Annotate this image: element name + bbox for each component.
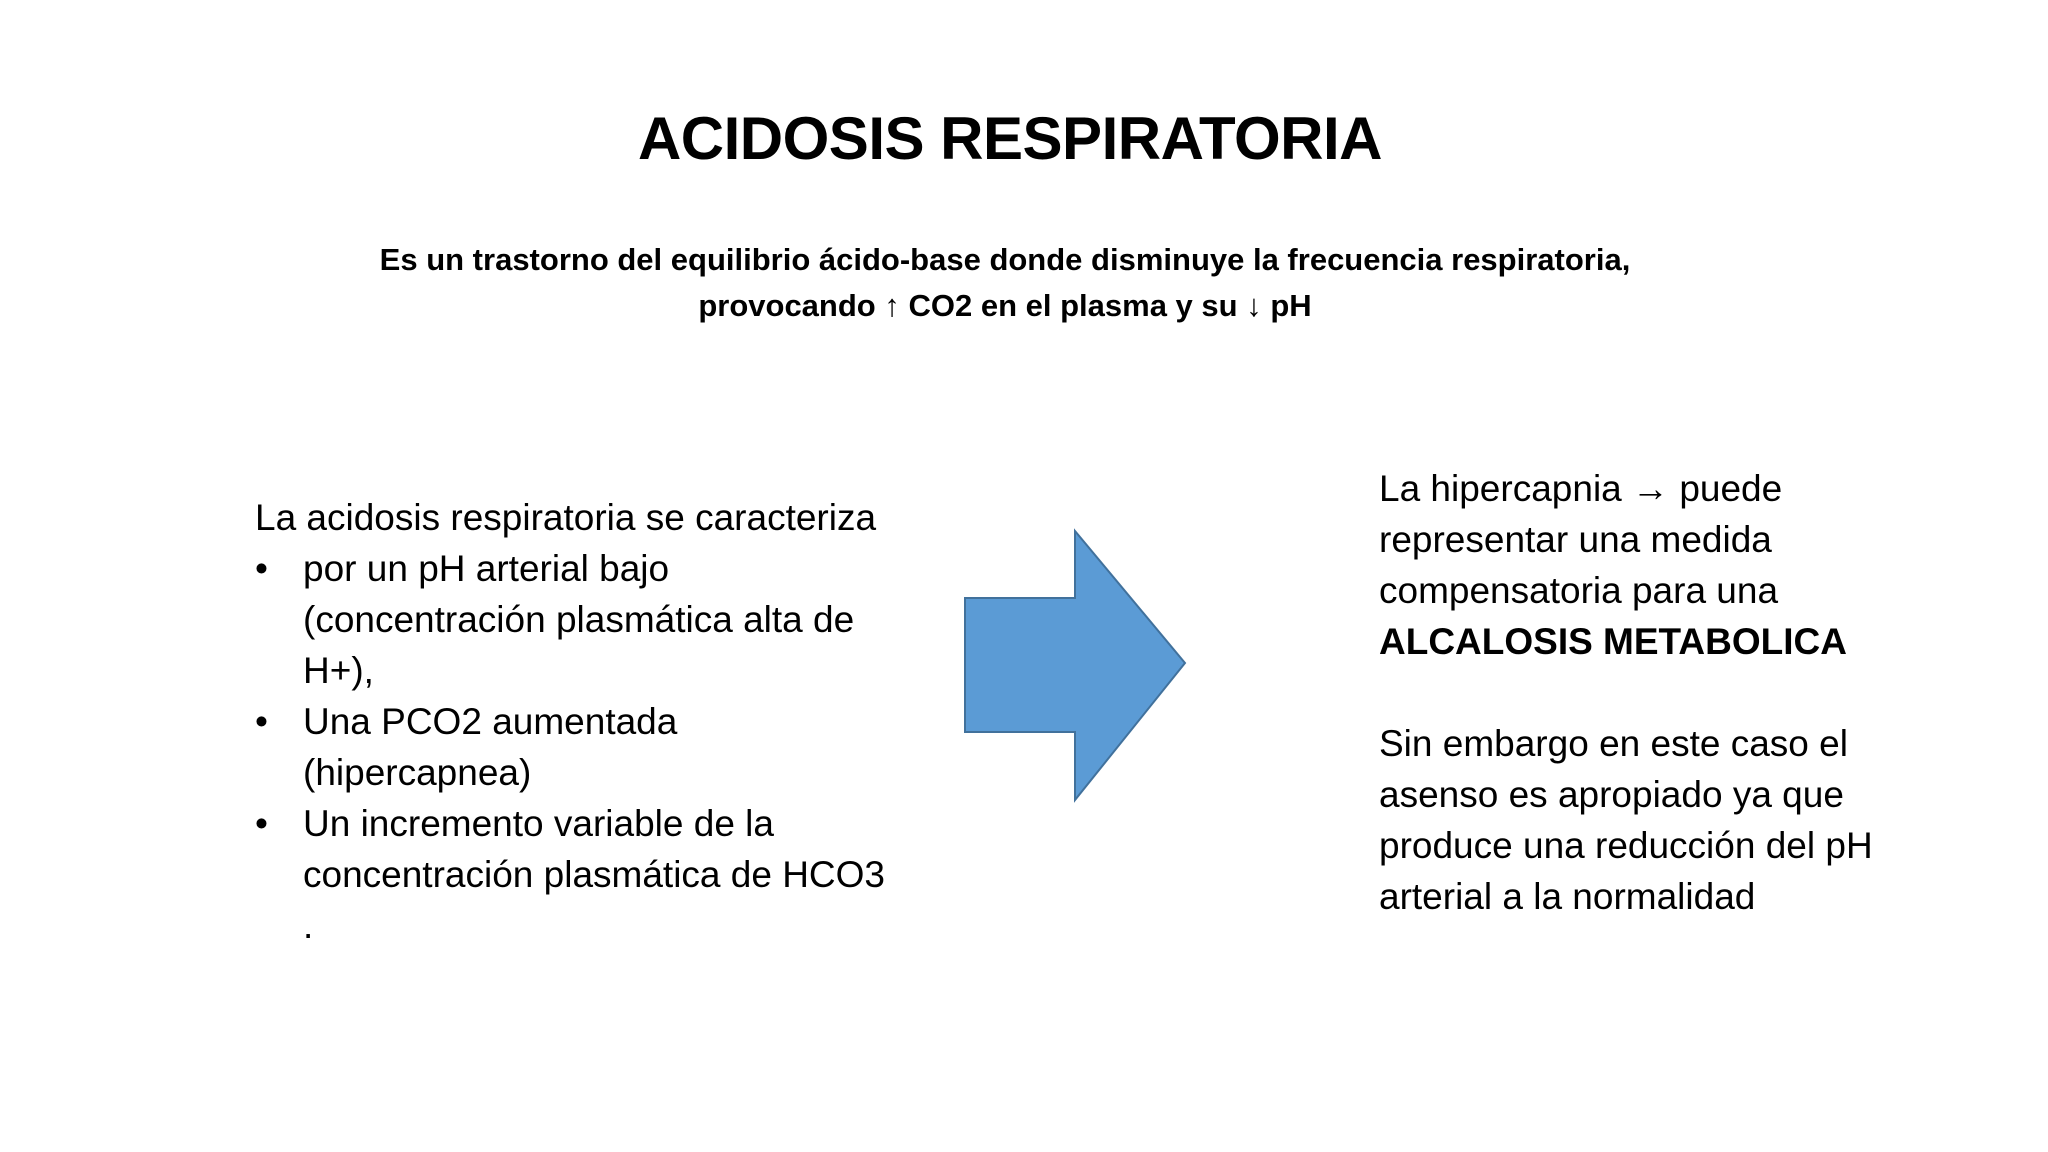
bullet-icon: • <box>255 803 268 844</box>
right-block-arrow-icon <box>960 528 1190 803</box>
definition-text <box>280 237 1730 329</box>
compensation-paragraph <box>1379 463 1939 667</box>
right-arrow-icon: → <box>1632 468 1670 509</box>
definition-prefix: provocando <box>698 288 876 323</box>
characteristics-intro: La acidosis respiratoria se caracteriza <box>255 497 877 538</box>
list-item <box>255 696 895 798</box>
list-item-text: por un pH arterial bajo (concentración plasmática alta de H+), <box>303 548 855 691</box>
characteristics-block <box>255 492 895 951</box>
list-item <box>255 543 895 696</box>
compensation-block <box>1379 463 1939 922</box>
compensation-prefix: La hipercapnia <box>1379 468 1622 509</box>
paragraph-spacer <box>1379 667 1939 718</box>
characteristics-list <box>255 543 895 951</box>
bullet-icon: • <box>255 548 268 589</box>
explanation-paragraph: Sin embargo en este caso el asenso es apropiado ya que produce una reducción del pH arterial a la normalidad <box>1379 723 1873 917</box>
definition-suffix: pH <box>1270 288 1312 323</box>
up-arrow-icon: ↑ <box>884 288 900 323</box>
definition-line-1: Es un trastorno del equilibrio ácido-base donde disminuye la frecuencia respiratoria, <box>379 242 1631 277</box>
compensation-text: puede representar una medida compensatoria para una <box>1379 468 1783 611</box>
definition-middle: CO2 en el plasma y su <box>908 288 1238 323</box>
list-item <box>255 798 895 951</box>
list-item-text: Un incremento variable de la concentración plasmática de HCO3 . <box>303 803 886 946</box>
alcalosis-label: ALCALOSIS METABOLICA <box>1379 621 1847 662</box>
down-arrow-icon: ↓ <box>1246 288 1262 323</box>
definition-line-2 <box>280 283 1730 329</box>
slide-title: ACIDOSIS RESPIRATORIA <box>637 105 1383 172</box>
list-item-text: Una PCO2 aumentada (hipercapnea) <box>303 701 678 793</box>
bullet-icon: • <box>255 701 268 742</box>
